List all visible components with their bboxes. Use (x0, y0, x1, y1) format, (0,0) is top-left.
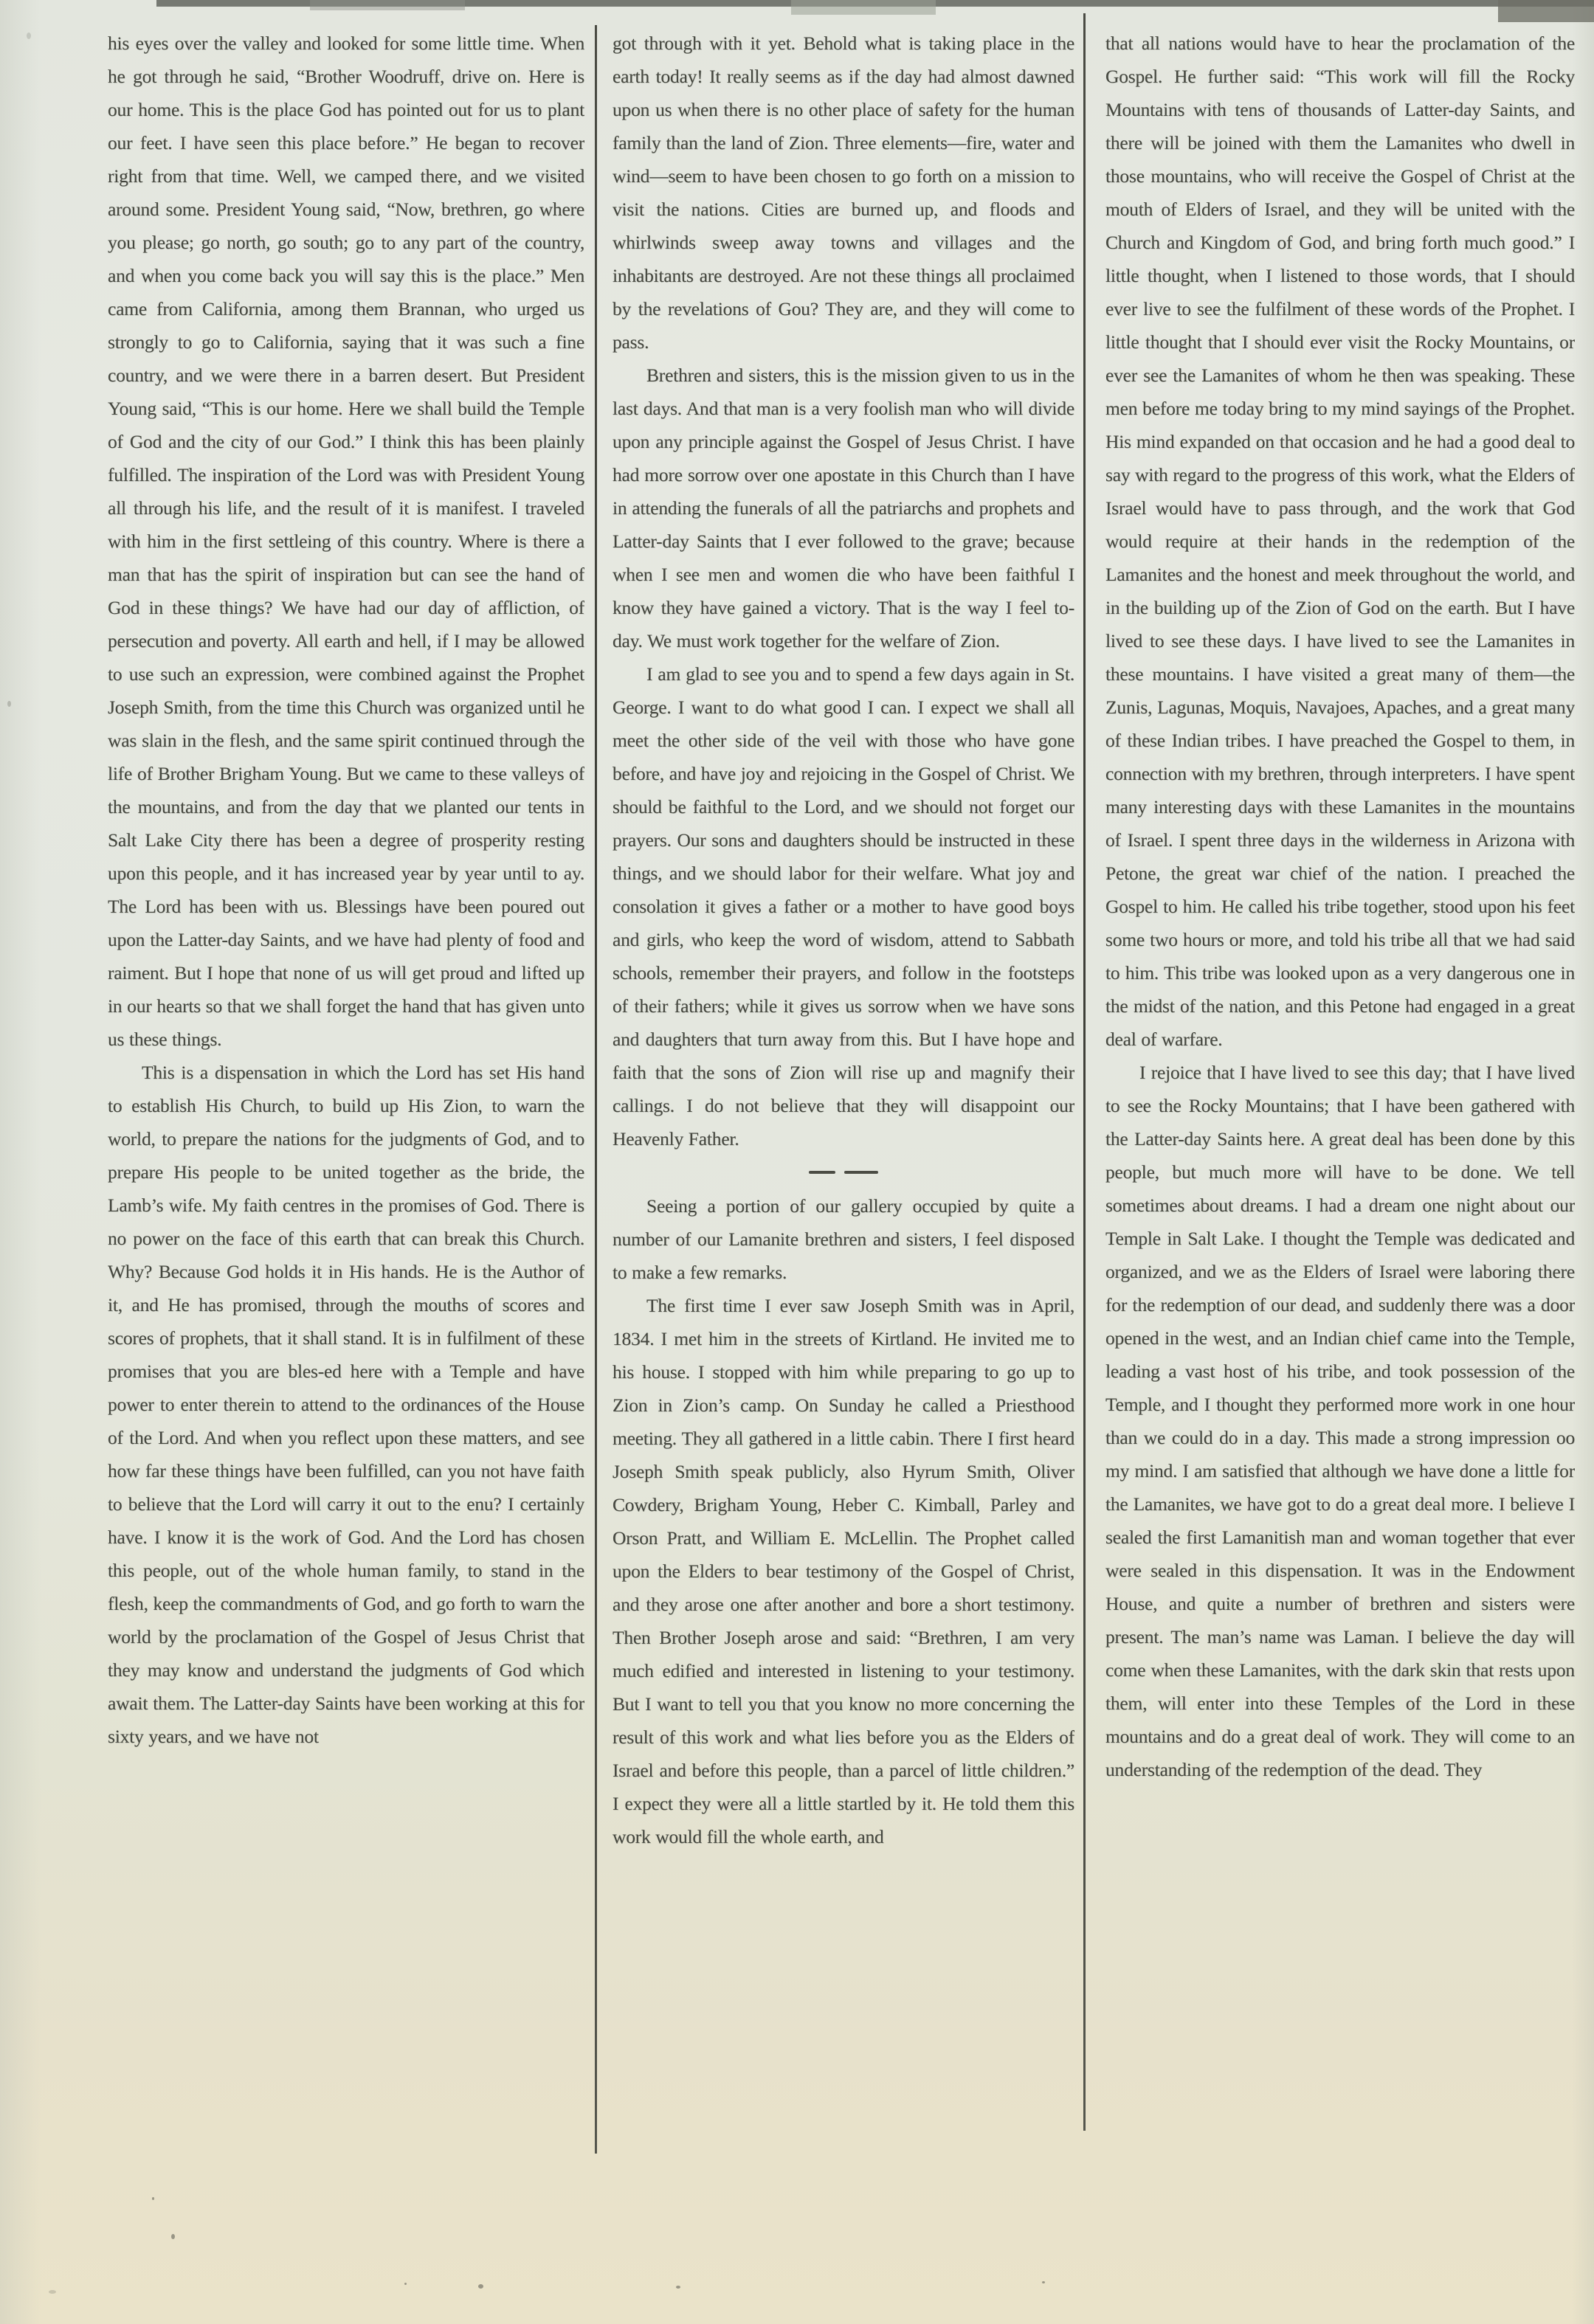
divider-dash-icon (844, 1171, 878, 1174)
paragraph: his eyes over the valley and looked for some little time. When he got through he said, “Brother Woodruff, drive on. Here is our home. This is the place God has pointed out for us to plant our feet. I have seen this place before.” He began to recover right from that time. Well, we camped there, and we visited around some. President Young said, “Now, brethren, go where you please; go north, go south; go to any part of the country, and when you come back you will say this is the place.” Men came from California, among them Brannan, who urged us strongly to go to California, saying that it was such a fine country, and we were there in a barren desert. But President Young said, “This is our home. Here we shall build the Temple of God and the city of our God.” I think this has been plainly fulfilled. The inspiration of the Lord was with President Young all through his life, and the result of it is manifest. I traveled with him in the first settleing of this country. Where is there a man that has the spirit of inspiration but can see the hand of God in these things? We have had our day of affliction, of persecution and poverty. All earth and hell, if I may be allowed to use such an expression, were combined against the Prophet Joseph Smith, from the time this Church was organized until he was slain in the flesh, and the same spirit continued through the life of Brother Brigham Young. But we came to these valleys of the mountains, and from the day that we planted our tents in Salt Lake City there has been a degree of prosperity resting upon this people, and it has increased year by year until to ay. The Lord has been with us. Blessings have been poured out upon the Latter-day Saints, and we have had plenty of food and raiment. But I hope that none of us will get proud and lifted up in our hearts so that we shall forget the hand that has given unto us these things. (108, 32, 584, 1050)
divider-dash-icon (809, 1171, 835, 1174)
ink-speck (27, 32, 31, 39)
ink-speck (49, 2290, 56, 2294)
newsprint-column-2 (613, 27, 1074, 2137)
top-edge-scan-strip (156, 0, 1594, 7)
newsprint-column-1 (108, 27, 584, 2137)
ink-speck (676, 2286, 680, 2289)
paragraph: I rejoice that I have lived to see this day; that I have lived to see the Rocky Mountains; that I have been gathered with the Latter-day Saints here. A great deal has been done by this people, but much more will have to be done. We tell sometimes about dreams. I had a dream one night about our Temple in Salt Lake. I thought the Temple was dedicated and organized, and we as the Elders of Israel were laboring there for the redemption of our dead, and suddenly there was a door opened in the west, and an Indian chief came into the Temple, leading a vast host of his tribe, and took possession of the Temple, and I thought they performed more work in one hour than we could do in a day. This made a strong impression oo my mind. I am satisfied that although we have done a little for the Lamanites, we have got to do a great deal more. I believe I sealed the first Lamanitish man and woman together that ever were sealed in this dispensation. It was in the Endowment House, and quite a number of brethren and sisters were present. The man’s name was Laman. I believe the day will come when these Lamanites, with the dark skin that rests upon them, will enter into these Temples of the Lord in these mountains and do a great deal of work. They will come to an understanding of the redemption of the dead. They (1105, 1062, 1575, 1780)
ink-speck (478, 2284, 483, 2289)
ink-speck (1042, 2281, 1045, 2283)
paragraph: This is a dispensation in which the Lord has set His hand to establish His Church, to build up His Zion, to warn the world, to prepare the nations for the judgments of God, and to prepare His people to be united together as the bride, the Lamb’s wife. My faith centres in the promises of God. There is no power on the face of this earth that can break this Church. Why? Because God holds it in His hands. He is the Author of it, and He has promised, through the mouths of scores and scores of prophets, that it shall stand. It is in fulfilment of these promises that you are bles-ed here with a Temple and have power to enter therein to attend to the ordinances of the House of the Lord. And when you reflect upon these matters, and see how far these things have been fulfilled, can you not have faith to believe that the Lord will carry it out to the enu? I certainly have. I know it is the work of God. And the Lord has chosen this people, out of the whole human family, to stand in the flesh, keep the commandments of God, and go forth to warn the world by the proclamation of the Gospel of Jesus Christ that they may know and understand the judgments of God which await them. The Latter-day Saints have been working at this for sixty years, and we have not (108, 1062, 584, 1747)
paragraph: I am glad to see you and to spend a few days again in St. George. I want to do what good I can. I expect we shall all meet the other side of the veil with those who have gone before, and have joy and rejoicing in the Gospel of Christ. We should be faithful to the Lord, and we should not forget our prayers. Our sons and daughters should be instructed in these things, and we should labor for their welfare. What joy and consolation it gives a father or a mother to have good boys and girls, who keep the word of wisdom, attend to Sabbath schools, remember their prayers, and follow in the footsteps of their fathers; while it gives us sorrow when we have sons and daughters that turn away from this. But I have hope and faith that the sons of Zion will rise up and magnify their callings. I do not believe that they will disappoint our Heavenly Father. (613, 663, 1074, 1149)
ink-speck (7, 701, 11, 707)
top-edge-scan-blotch (791, 0, 936, 15)
ink-speck (404, 2283, 407, 2285)
section-divider-rule (613, 1155, 1074, 1189)
newsprint-column-3 (1105, 27, 1575, 2137)
top-right-scan-blotch (1498, 0, 1594, 22)
column-rule-right (1083, 13, 1086, 2131)
paragraph: Brethren and sisters, this is the mission given to us in the last days. And that man is a very foolish man who will divide upon any principle against the Gospel of Jesus Christ. I have had more sorrow over one apostate in this Church than I have in attending the funerals of all the patriarchs and prophets and Latter-day Saints that I ever followed to the grave; because when I see men and women die who have been faithful I know they have gained a victory. That is the way I feel to-day. We must work together for the welfare of Zion. (613, 364, 1074, 651)
paragraph: The first time I ever saw Joseph Smith was in April, 1834. I met him in the streets of Kirtland. He invited me to his house. I stopped with him while preparing to go up to Zion in Zion’s camp. On Sunday he called a Priesthood meeting. They all gathered in a little cabin. There I first heard Joseph Smith speak publicly, also Hyrum Smith, Oliver Cowdery, Brigham Young, Heber C. Kimball, Parley and Orson Pratt, and William E. McLellin. The Prophet called upon the Elders to bear testimony of the Gospel of Christ, and they arose one after another and bore a short testimony. Then Brother Joseph arose and said: “Brethren, I am very much edified and interested in listening to your testimony. But I want to tell you that you know no more concerning the result of this work and what lies before you as the Elders of Israel and before this people, than a parcel of little children.” I expect they were all a little startled by it. He told them this work would fill the whole earth, and (613, 1295, 1074, 1847)
column-rule-left (595, 25, 597, 2154)
paragraph: Seeing a portion of our gallery occupied by quite a number of our Lamanite brethren and sisters, I feel disposed to make a few remarks. (613, 1195, 1074, 1283)
top-edge-scan-shadow (310, 0, 465, 10)
ink-speck (152, 2197, 154, 2200)
ink-speck (171, 2234, 175, 2239)
paragraph: got through with it yet. Behold what is taking place in the earth today! It really seems as if the day had almost dawned upon us when there is no other place of safety for the human family than the land of Zion. Three elements—fire, water and wind—seem to have been chosen to go forth on a mission to visit the nations. Cities are burned up, and floods and whirlwinds sweep away towns and villages and the inhabitants are destroyed. Are not these things all proclaimed by the revelations of Gou? They are, and they will come to pass. (613, 32, 1074, 353)
paragraph: that all nations would have to hear the proclamation of the Gospel. He further said: “This work will fill the Rocky Mountains with tens of thousands of Latter-day Saints, and there will be joined with them the Lamanites who dwell in those mountains, who will receive the Gospel of Christ at the mouth of Elders of Israel, and they will be united with the Church and Kingdom of God, and bring forth much good.” I little thought, when I listened to those words, that I should ever live to see the fulfilment of these words of the Prophet. I little thought that I should ever visit the Rocky Mountains, or ever see the Lamanites of whom he then was speaking. These men before me today bring to my mind sayings of the Prophet. His mind expanded on that occasion and he had a good deal to say with regard to the progress of this work, what the Elders of Israel would have to pass through, and the work that God would require at their hands in the redemption of the Lamanites and the honest and meek throughout the world, and in the building up of the Zion of God on the earth. But I have lived to see these days. I have lived to see the Lamanites in these mountains. I have visited a great many of them—the Zunis, Lagunas, Moquis, Navajoes, Apaches, and a great many of these Indian tribes. I have preached the Gospel to them, in connection with my brethren, through interpreters. I have spent many interesting days with these Lamanites in the mountains of Israel. I spent three days in the wilderness in Arizona with Petone, the great war chief of the nation. I preached the Gospel to him. He called his tribe together, stood upon his feet some two hours or more, and told his tribe all that we had said to him. This tribe was looked upon as a very dangerous one in the midst of the nation, and this Petone had engaged in a great deal of warfare. (1105, 32, 1575, 1050)
